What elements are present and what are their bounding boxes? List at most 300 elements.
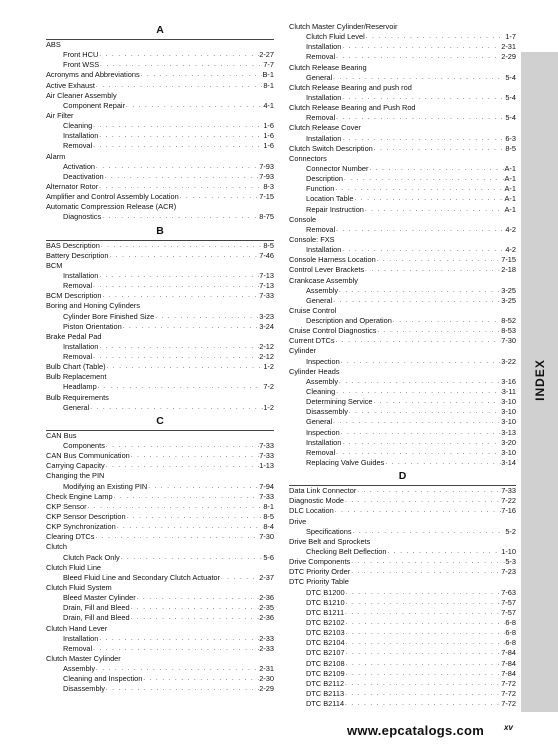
entry-topic: Cleaning and Inspection bbox=[63, 674, 143, 684]
index-entry[interactable] bbox=[289, 144, 516, 154]
entry-page-reference[interactable]: 6-8 bbox=[505, 638, 516, 648]
dot-leader bbox=[125, 101, 263, 111]
entry-page-reference[interactable]: 8-1 bbox=[263, 80, 274, 90]
index-subentry[interactable] bbox=[289, 205, 516, 215]
index-subentry[interactable] bbox=[289, 387, 516, 397]
entry-topic: Removal bbox=[306, 224, 336, 234]
index-subentry[interactable] bbox=[46, 403, 274, 413]
entry-page-reference[interactable]: 7-2 bbox=[263, 382, 274, 392]
index-entry[interactable] bbox=[289, 506, 516, 516]
entry-topic: DTC B1200 bbox=[306, 587, 345, 597]
entry-topic: Bulb Replacement bbox=[46, 372, 107, 382]
entry-page-reference[interactable]: 7-33 bbox=[259, 441, 274, 451]
index-entry bbox=[289, 306, 516, 316]
entry-topic: Installation bbox=[63, 131, 99, 141]
entry-page-reference[interactable]: 1-6 bbox=[263, 131, 274, 141]
entry-topic: Removal bbox=[63, 281, 93, 291]
entry-page-reference[interactable]: 5-4 bbox=[505, 72, 516, 82]
entry-topic: Determining Service bbox=[306, 397, 373, 407]
index-subentry[interactable] bbox=[46, 342, 274, 352]
dot-leader bbox=[344, 496, 501, 506]
dot-leader bbox=[130, 451, 259, 461]
entry-page-reference[interactable]: 3-10 bbox=[501, 417, 516, 427]
entry-topic: CAN Bus Communication bbox=[46, 451, 130, 461]
entry-page-reference[interactable]: 1-7 bbox=[505, 32, 516, 42]
index-entry[interactable] bbox=[289, 486, 516, 496]
entry-topic: Clutch Switch Description bbox=[289, 143, 373, 153]
dot-leader bbox=[341, 438, 501, 448]
index-subentry[interactable] bbox=[46, 312, 274, 322]
dot-leader bbox=[368, 164, 504, 174]
entry-page-reference[interactable]: 7-16 bbox=[501, 506, 516, 516]
index-subentry[interactable] bbox=[46, 172, 274, 182]
entry-page-reference[interactable]: 7-72 bbox=[501, 689, 516, 698]
index-entry[interactable] bbox=[46, 182, 274, 192]
dot-leader bbox=[98, 50, 259, 60]
index-subentry[interactable] bbox=[46, 634, 274, 644]
index-subentry[interactable] bbox=[46, 141, 274, 151]
entry-topic: Brake Pedal Pad bbox=[46, 331, 102, 341]
dot-leader bbox=[94, 532, 259, 542]
index-subentry[interactable] bbox=[289, 428, 516, 438]
entry-topic: DTC B2102 bbox=[306, 618, 345, 627]
index-subentry[interactable] bbox=[46, 60, 274, 70]
index-subentry[interactable] bbox=[46, 322, 274, 332]
dot-leader bbox=[334, 184, 504, 194]
entry-page-reference[interactable]: 3-23 bbox=[259, 311, 274, 321]
index-subentry[interactable] bbox=[289, 245, 516, 255]
entry-page-reference[interactable]: 1-2 bbox=[263, 402, 274, 412]
dot-leader bbox=[120, 553, 264, 563]
entry-page-reference[interactable]: 7-30 bbox=[501, 336, 516, 346]
index-entry[interactable] bbox=[289, 255, 516, 265]
index-subentry[interactable] bbox=[289, 628, 516, 638]
dot-leader bbox=[343, 174, 505, 184]
entry-page-reference[interactable]: 6-8 bbox=[505, 618, 516, 627]
entry-page-reference[interactable]: 7-46 bbox=[259, 250, 274, 260]
index-entry bbox=[289, 154, 516, 164]
entry-topic: Cylinder Bore Finished Size bbox=[63, 311, 155, 321]
entry-page-reference[interactable]: A-1 bbox=[504, 184, 516, 194]
dot-leader bbox=[352, 527, 506, 537]
index-entry[interactable] bbox=[46, 362, 274, 372]
index-subentry[interactable] bbox=[289, 73, 516, 83]
entry-topic: Bulb Chart (Table) bbox=[46, 362, 106, 372]
entry-topic: Clutch Release Bearing bbox=[289, 62, 367, 72]
entry-page-reference[interactable]: 8-3 bbox=[263, 181, 274, 191]
entry-topic: Installation bbox=[63, 341, 99, 351]
index-entry[interactable] bbox=[46, 451, 274, 461]
index-entry[interactable] bbox=[289, 265, 516, 275]
entry-page-reference[interactable]: 7-84 bbox=[501, 658, 516, 668]
index-subentry[interactable] bbox=[289, 225, 516, 235]
index-subentry[interactable] bbox=[46, 101, 274, 111]
entry-page-reference[interactable]: B-1 bbox=[262, 70, 274, 80]
dot-leader bbox=[98, 342, 259, 352]
index-subentry[interactable] bbox=[289, 93, 516, 103]
index-entry[interactable] bbox=[46, 81, 274, 91]
entry-page-reference[interactable]: 7-13 bbox=[259, 281, 274, 291]
entry-page-reference[interactable]: 1-2 bbox=[263, 362, 274, 372]
entry-page-reference[interactable]: 7-33 bbox=[259, 291, 274, 301]
entry-topic: DTC B2112 bbox=[306, 678, 345, 688]
index-subentry[interactable] bbox=[289, 174, 516, 184]
dot-leader bbox=[104, 172, 260, 182]
index-subentry[interactable] bbox=[289, 588, 516, 598]
dot-leader bbox=[344, 689, 501, 699]
entry-page-reference[interactable]: 7-57 bbox=[501, 597, 516, 607]
entry-page-reference[interactable]: 3-11 bbox=[501, 387, 516, 397]
entry-page-reference[interactable]: 7-33 bbox=[501, 486, 516, 496]
index-subentry[interactable] bbox=[46, 684, 274, 694]
entry-page-reference[interactable]: 3-10 bbox=[501, 407, 516, 417]
index-entry[interactable] bbox=[46, 251, 274, 261]
entry-page-reference[interactable]: 3-16 bbox=[501, 376, 516, 386]
entry-page-reference[interactable]: 3-25 bbox=[501, 285, 516, 295]
entry-topic: Deactivation bbox=[63, 171, 104, 181]
dot-leader bbox=[95, 664, 259, 674]
index-entry bbox=[46, 393, 274, 403]
index-entry bbox=[289, 22, 516, 32]
entry-page-reference[interactable]: 6-8 bbox=[505, 628, 516, 638]
entry-page-reference[interactable]: 7-15 bbox=[501, 255, 516, 265]
index-subentry[interactable] bbox=[289, 547, 516, 557]
index-entry[interactable] bbox=[46, 192, 274, 202]
index-subentry[interactable] bbox=[289, 397, 516, 407]
entry-topic: DTC B2104 bbox=[306, 638, 345, 648]
index-entry bbox=[46, 202, 274, 212]
index-subentry[interactable] bbox=[289, 194, 516, 204]
entry-page-reference[interactable]: 7-7 bbox=[263, 60, 274, 70]
entry-page-reference[interactable]: 8-4 bbox=[263, 522, 274, 532]
index-subentry[interactable] bbox=[289, 377, 516, 387]
index-entry bbox=[46, 111, 274, 121]
index-entry bbox=[46, 654, 274, 664]
dot-leader bbox=[335, 387, 502, 397]
entry-topic: Headlamp bbox=[63, 382, 97, 392]
entry-topic: Replacing Valve Guides bbox=[306, 458, 385, 468]
entry-topic: Removal bbox=[306, 52, 336, 62]
index-entry bbox=[289, 103, 516, 113]
index-entry bbox=[46, 471, 274, 481]
index-subentry[interactable] bbox=[46, 664, 274, 674]
dot-leader bbox=[340, 428, 502, 438]
entry-topic: BCM bbox=[46, 260, 63, 270]
entry-page-reference[interactable]: 3-10 bbox=[501, 447, 516, 457]
dot-leader bbox=[98, 634, 259, 644]
entry-page-reference[interactable]: 7-93 bbox=[259, 171, 274, 181]
entry-topic: Battery Description bbox=[46, 250, 109, 260]
entry-page-reference[interactable]: 3-10 bbox=[501, 397, 516, 407]
dot-leader bbox=[98, 182, 263, 192]
index-subentry[interactable] bbox=[46, 131, 274, 141]
entry-topic: Components bbox=[63, 441, 105, 451]
index-entry[interactable] bbox=[46, 70, 274, 80]
entry-topic: DTC B1211 bbox=[306, 607, 345, 617]
index-subentry[interactable] bbox=[46, 281, 274, 291]
index-subentry[interactable] bbox=[46, 553, 274, 563]
entry-topic: Removal bbox=[63, 643, 93, 653]
entry-topic: Cylinder Heads bbox=[289, 366, 340, 376]
entry-page-reference[interactable]: 8-5 bbox=[263, 240, 274, 250]
dot-leader bbox=[387, 547, 502, 557]
index-column-right bbox=[289, 22, 516, 709]
entry-page-reference[interactable]: A-1 bbox=[504, 204, 516, 214]
index-subentry[interactable] bbox=[289, 407, 516, 417]
index-subentry[interactable] bbox=[289, 32, 516, 42]
dot-leader bbox=[344, 699, 501, 709]
index-entry bbox=[289, 577, 516, 587]
entry-page-reference[interactable]: 2-33 bbox=[259, 643, 274, 653]
entry-topic: Connector Number bbox=[306, 163, 369, 173]
index-subentry[interactable] bbox=[46, 271, 274, 281]
index-subentry[interactable] bbox=[289, 113, 516, 123]
entry-page-reference[interactable]: 2-30 bbox=[259, 674, 274, 684]
entry-page-reference[interactable]: 2-12 bbox=[259, 341, 274, 351]
entry-page-reference[interactable]: 7-84 bbox=[501, 648, 516, 658]
entry-topic: Console: FXS bbox=[289, 234, 335, 244]
entry-page-reference[interactable]: 2-33 bbox=[259, 633, 274, 643]
dot-leader bbox=[108, 251, 259, 261]
entry-page-reference[interactable]: 8-1 bbox=[263, 501, 274, 511]
index-entry[interactable] bbox=[289, 557, 516, 567]
entry-topic: Clutch Master Cylinder bbox=[46, 654, 121, 663]
entry-topic: Function bbox=[306, 184, 335, 194]
entry-page-reference[interactable]: 1-10 bbox=[501, 547, 516, 557]
index-subentry[interactable] bbox=[46, 212, 274, 222]
entry-page-reference[interactable]: 8-52 bbox=[501, 316, 516, 326]
dot-leader bbox=[101, 291, 259, 301]
index-entry[interactable] bbox=[46, 492, 274, 502]
entry-topic: Removal bbox=[63, 141, 93, 151]
entry-page-reference[interactable]: 5-6 bbox=[263, 552, 274, 562]
page-number: xv bbox=[504, 723, 513, 732]
entry-page-reference[interactable]: 7-22 bbox=[501, 496, 516, 506]
index-entry[interactable] bbox=[289, 496, 516, 506]
index-entry bbox=[289, 63, 516, 73]
entry-page-reference[interactable]: 2-18 bbox=[501, 265, 516, 275]
index-subentry[interactable] bbox=[46, 674, 274, 684]
entry-page-reference[interactable]: 7-23 bbox=[501, 567, 516, 577]
index-subentry[interactable] bbox=[289, 648, 516, 658]
entry-page-reference[interactable]: 2-29 bbox=[501, 52, 516, 62]
index-subentry[interactable] bbox=[46, 603, 274, 613]
index-subentry[interactable] bbox=[289, 689, 516, 699]
index-entry[interactable] bbox=[289, 567, 516, 577]
index-subentry[interactable] bbox=[46, 613, 274, 623]
dot-leader bbox=[345, 618, 506, 628]
entry-page-reference[interactable]: 3-14 bbox=[501, 458, 516, 468]
dot-leader bbox=[365, 32, 506, 42]
entry-page-reference[interactable]: 4-2 bbox=[505, 224, 516, 234]
entry-page-reference[interactable]: 2-12 bbox=[259, 352, 274, 362]
index-subentry[interactable] bbox=[46, 352, 274, 362]
entry-page-reference[interactable]: 5-4 bbox=[505, 113, 516, 123]
dot-leader bbox=[350, 557, 505, 567]
entry-page-reference[interactable]: 3-25 bbox=[501, 295, 516, 305]
entry-page-reference[interactable]: 1-13 bbox=[259, 461, 274, 471]
index-subentry[interactable] bbox=[289, 417, 516, 427]
index-subentry[interactable] bbox=[289, 669, 516, 679]
entry-page-reference[interactable]: 4-1 bbox=[263, 100, 274, 110]
entry-page-reference[interactable]: 7-84 bbox=[501, 668, 516, 678]
entry-page-reference[interactable]: 1-6 bbox=[263, 141, 274, 151]
entry-topic: Installation bbox=[306, 245, 342, 255]
dot-leader bbox=[136, 593, 259, 603]
index-entry[interactable] bbox=[46, 512, 274, 522]
index-subentry[interactable] bbox=[289, 52, 516, 62]
entry-topic: Data Link Connector bbox=[289, 486, 357, 496]
index-subentry[interactable] bbox=[46, 121, 274, 131]
index-subentry[interactable] bbox=[289, 316, 516, 326]
dot-leader bbox=[335, 336, 502, 346]
index-subentry[interactable] bbox=[46, 50, 274, 60]
entry-page-reference[interactable]: A-1 bbox=[504, 174, 516, 184]
index-subentry[interactable] bbox=[289, 618, 516, 628]
entry-page-reference[interactable]: 7-33 bbox=[259, 491, 274, 501]
index-subentry[interactable] bbox=[289, 659, 516, 669]
entry-page-reference[interactable]: A-1 bbox=[504, 163, 516, 173]
section-letter-heading: C bbox=[156, 414, 164, 427]
dot-leader bbox=[105, 684, 259, 694]
dot-leader bbox=[92, 644, 259, 654]
entry-topic: Checking Belt Deflection bbox=[306, 547, 387, 557]
index-subentry[interactable] bbox=[289, 527, 516, 537]
dot-leader bbox=[92, 352, 259, 362]
dot-leader bbox=[130, 613, 260, 623]
entry-page-reference[interactable]: 2-37 bbox=[259, 572, 274, 582]
entry-topic: DTC B2114 bbox=[306, 699, 345, 709]
entry-page-reference[interactable]: 2-36 bbox=[259, 613, 274, 623]
entry-page-reference[interactable]: A-1 bbox=[504, 194, 516, 204]
index-subentry[interactable] bbox=[289, 608, 516, 618]
index-entry[interactable] bbox=[46, 532, 274, 542]
entry-topic: Console bbox=[289, 214, 317, 224]
entry-page-reference[interactable]: 4-2 bbox=[505, 245, 516, 255]
index-subentry[interactable] bbox=[289, 164, 516, 174]
entry-page-reference[interactable]: 3-24 bbox=[259, 321, 274, 331]
dot-leader bbox=[126, 512, 264, 522]
entry-page-reference[interactable]: 5-2 bbox=[505, 526, 516, 536]
entry-topic: Cleaning bbox=[63, 121, 93, 131]
entry-page-reference[interactable]: 7-33 bbox=[259, 451, 274, 461]
index-entry[interactable] bbox=[46, 461, 274, 471]
entry-page-reference[interactable]: 7-94 bbox=[259, 481, 274, 491]
index-subentry[interactable] bbox=[289, 184, 516, 194]
entry-page-reference[interactable]: 3-20 bbox=[501, 437, 516, 447]
entry-page-reference[interactable]: 3-22 bbox=[501, 356, 516, 366]
entry-topic: CKP Sensor Description bbox=[46, 512, 126, 522]
index-subentry[interactable] bbox=[46, 482, 274, 492]
dot-leader bbox=[332, 296, 501, 306]
entry-topic: BCM Description bbox=[46, 291, 102, 301]
entry-topic: DTC B2108 bbox=[306, 658, 345, 668]
index-subentry[interactable] bbox=[289, 357, 516, 367]
index-subentry[interactable] bbox=[46, 644, 274, 654]
index-entry[interactable] bbox=[289, 336, 516, 346]
dot-leader bbox=[345, 628, 506, 638]
entry-page-reference[interactable]: 2-31 bbox=[259, 664, 274, 674]
entry-page-reference[interactable]: 7-72 bbox=[501, 699, 516, 709]
index-entry[interactable] bbox=[46, 502, 274, 512]
index-entry bbox=[289, 83, 516, 93]
entry-page-reference[interactable]: 7-93 bbox=[259, 161, 274, 171]
index-subentry[interactable] bbox=[46, 162, 274, 172]
index-subentry[interactable] bbox=[289, 438, 516, 448]
entry-page-reference[interactable]: 7-72 bbox=[501, 678, 516, 688]
entry-page-reference[interactable]: 5-4 bbox=[505, 92, 516, 102]
entry-page-reference[interactable]: 7-15 bbox=[259, 192, 274, 202]
entry-page-reference[interactable]: 2-35 bbox=[259, 603, 274, 613]
index-subentry[interactable] bbox=[289, 296, 516, 306]
dot-leader bbox=[356, 486, 501, 496]
entry-page-reference[interactable]: 2-36 bbox=[259, 593, 274, 603]
index-subentry[interactable] bbox=[289, 134, 516, 144]
entry-page-reference[interactable]: 7-30 bbox=[259, 532, 274, 542]
dot-leader bbox=[345, 598, 502, 608]
entry-page-reference[interactable]: 3-13 bbox=[501, 427, 516, 437]
index-subentry[interactable] bbox=[46, 441, 274, 451]
index-entry[interactable] bbox=[46, 291, 274, 301]
index-subentry[interactable] bbox=[46, 573, 274, 583]
index-entry[interactable] bbox=[289, 326, 516, 336]
dot-leader bbox=[332, 417, 501, 427]
entry-page-reference[interactable]: 8-53 bbox=[501, 326, 516, 336]
index-entry bbox=[46, 583, 274, 593]
entry-page-reference[interactable]: 8-5 bbox=[263, 512, 274, 522]
entry-page-reference[interactable]: 2-29 bbox=[259, 684, 274, 694]
entry-topic: Clutch Pack Only bbox=[63, 552, 120, 562]
index-subentry[interactable] bbox=[289, 458, 516, 468]
index-entry bbox=[289, 235, 516, 245]
index-entry bbox=[289, 123, 516, 133]
entry-page-reference[interactable]: 7-57 bbox=[501, 607, 516, 617]
entry-page-reference[interactable]: 6-3 bbox=[505, 133, 516, 143]
index-subentry[interactable] bbox=[46, 593, 274, 603]
index-subentry[interactable] bbox=[289, 448, 516, 458]
dot-leader bbox=[113, 492, 260, 502]
dot-leader bbox=[98, 131, 263, 141]
index-entry[interactable] bbox=[46, 522, 274, 532]
entry-topic: Installation bbox=[306, 437, 342, 447]
entry-topic: Installation bbox=[306, 133, 342, 143]
entry-page-reference[interactable]: 1-6 bbox=[263, 121, 274, 131]
index-subentry[interactable] bbox=[289, 679, 516, 689]
dot-leader bbox=[350, 567, 501, 577]
entry-page-reference[interactable]: 5-3 bbox=[505, 557, 516, 567]
dot-leader bbox=[345, 659, 502, 669]
entry-page-reference[interactable]: 7-63 bbox=[501, 587, 516, 597]
section-letter-heading: B bbox=[156, 224, 164, 237]
entry-page-reference[interactable]: 8-5 bbox=[505, 143, 516, 153]
entry-topic: Installation bbox=[63, 270, 99, 280]
index-subentry[interactable] bbox=[289, 286, 516, 296]
entry-page-reference[interactable]: 7-13 bbox=[259, 270, 274, 280]
index-subentry[interactable] bbox=[289, 699, 516, 709]
entry-page-reference[interactable]: 2-27 bbox=[259, 50, 274, 60]
entry-page-reference[interactable]: 8-75 bbox=[259, 212, 274, 222]
dot-leader bbox=[354, 194, 505, 204]
index-entry[interactable] bbox=[46, 241, 274, 251]
index-subentry[interactable] bbox=[289, 598, 516, 608]
dot-leader bbox=[105, 441, 259, 451]
entry-page-reference[interactable]: 2-31 bbox=[501, 42, 516, 52]
index-subentry[interactable] bbox=[46, 383, 274, 393]
index-subentry[interactable] bbox=[289, 42, 516, 52]
index-subentry[interactable] bbox=[289, 638, 516, 648]
entry-topic: Assembly bbox=[306, 285, 339, 295]
entry-topic: Removal bbox=[306, 447, 336, 457]
